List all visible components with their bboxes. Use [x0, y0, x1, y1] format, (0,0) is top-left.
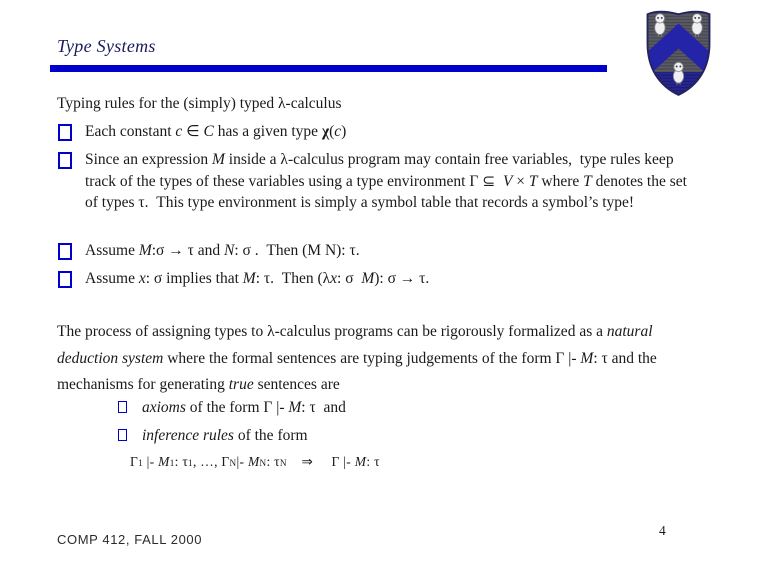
body-paragraph: The process of assigning types to λ-calculus programs can be rigorously formalized as a natural deduction system where the formal sentences are typing judgements of the form Γ |- M: τ and the mechanisms for generating true sentences are [57, 323, 661, 393]
owl-icon [692, 14, 702, 37]
sub-bullet-text: inference rules of the form [142, 427, 308, 444]
owl-icon [655, 14, 665, 37]
title-rule-divider [50, 65, 607, 72]
square-bullet-icon [118, 401, 127, 413]
intro-text: Typing rules for the (simply) typed λ-calculus [57, 95, 342, 112]
bullet-text: Each constant c ∈ C has a given type χ(c) [85, 123, 347, 140]
bullet-item [57, 268, 685, 290]
rice-crest-logo [643, 6, 714, 99]
owl-icon [673, 62, 683, 85]
bullet-item [57, 240, 685, 262]
sub-bullet-item [118, 397, 642, 418]
bullet-text: Assume x: σ implies that M: τ. Then (λx: σ M): σ → τ. [85, 270, 430, 287]
bullet-text: Assume M:σ → τ and N: σ . Then (M N): τ. [85, 242, 360, 259]
page-title: Type Systems [57, 36, 156, 56]
square-bullet-icon [58, 124, 72, 141]
sub-bullet-item [118, 425, 642, 446]
square-bullet-icon [58, 152, 72, 169]
bullet-item [57, 149, 699, 214]
square-bullet-icon [58, 271, 72, 288]
bullet-text: Since an expression M inside a λ-calculus program may contain free variables, type rules keep track of the types of these variables using a type environment Γ ⊆ V × T where T denotes the set of types τ. This type environment is simply a symbol table that records a symbol’s type! [85, 151, 691, 211]
square-bullet-icon [118, 429, 127, 441]
inference-rule-formula: Γ1 |- M1: τ1, …, ΓN|- MN: τN ⇒ Γ |- M: τ [130, 454, 380, 469]
square-bullet-icon [58, 243, 72, 260]
sub-bullet-text: axioms of the form Γ |- M: τ and [142, 399, 346, 416]
bullet-item [57, 121, 685, 143]
page-number: 4 [659, 523, 666, 538]
footer-course-label: COMP 412, FALL 2000 [57, 532, 203, 547]
